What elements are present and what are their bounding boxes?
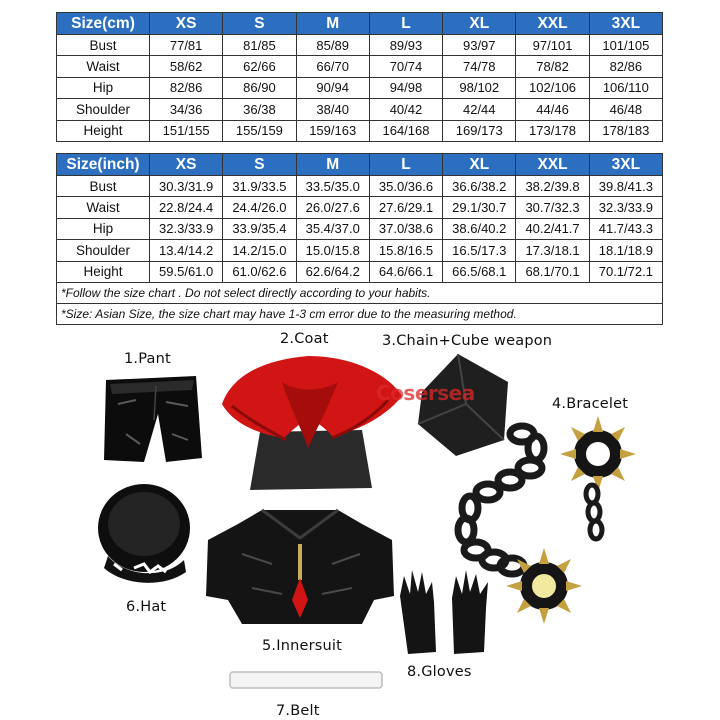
coat-image [212, 352, 408, 494]
header-cell: XS [150, 13, 223, 35]
table-cell: 169/173 [443, 120, 516, 141]
pant-image [96, 374, 206, 466]
header-cell: M [296, 154, 369, 176]
item-label-coat: 2.Coat [280, 331, 329, 347]
table-cell: 40.2/41.7 [516, 218, 589, 239]
table-cell: 38/40 [296, 99, 369, 120]
row-label: Height [57, 261, 150, 282]
item-label-hat: 6.Hat [126, 599, 167, 615]
table-cell: 64.6/66.1 [369, 261, 442, 282]
table-row [57, 99, 663, 120]
table-cell: 70/74 [369, 56, 442, 77]
header-cell: XL [443, 13, 516, 35]
table-cell: 77/81 [150, 35, 223, 56]
table-cell: 159/163 [296, 120, 369, 141]
row-label: Waist [57, 197, 150, 218]
table-cell: 46/48 [589, 99, 662, 120]
table-cell: 26.0/27.6 [296, 197, 369, 218]
item-label-bracelet: 4.Bracelet [552, 396, 629, 412]
header-cell: Size(inch) [57, 154, 150, 176]
table-cell: 30.3/31.9 [150, 176, 223, 197]
header-cell: XXL [516, 13, 589, 35]
table-cell: 178/183 [589, 120, 662, 141]
table-cell: 102/106 [516, 77, 589, 98]
row-label: Shoulder [57, 99, 150, 120]
table-cell: 86/90 [223, 77, 296, 98]
table-cell: 41.7/43.3 [589, 218, 662, 239]
table-cell: 68.1/70.1 [516, 261, 589, 282]
table-cell: 81/85 [223, 35, 296, 56]
table-cell: 74/78 [443, 56, 516, 77]
table-cell: 38.6/40.2 [443, 218, 516, 239]
header-cell: XXL [516, 154, 589, 176]
table-row [57, 240, 663, 261]
size-table-cm [56, 12, 663, 142]
table-cell: 62.6/64.2 [296, 261, 369, 282]
table-cell: 14.2/15.0 [223, 240, 296, 261]
table-cell: 39.8/41.3 [589, 176, 662, 197]
header-cell: L [369, 154, 442, 176]
table-header-row [57, 154, 663, 176]
table-row [57, 218, 663, 239]
table-cell: 36.6/38.2 [443, 176, 516, 197]
table-cell: 40/42 [369, 99, 442, 120]
table-row [57, 77, 663, 98]
table-cell: 94/98 [369, 77, 442, 98]
row-label: Hip [57, 77, 150, 98]
note-row [57, 282, 663, 303]
table-cell: 58/62 [150, 56, 223, 77]
table-cell: 27.6/29.1 [369, 197, 442, 218]
table-cell: 15.0/15.8 [296, 240, 369, 261]
item-label-chain: 3.Chain+Cube weapon [382, 333, 553, 349]
table-cell: 66/70 [296, 56, 369, 77]
item-label-pant: 1.Pant [124, 351, 171, 367]
note-row [57, 303, 663, 324]
size-note: *Size: Asian Size, the size chart may have 1-3 cm error due to the measuring method. [57, 303, 663, 324]
item-label-belt: 7.Belt [276, 703, 320, 719]
table-cell: 37.0/38.6 [369, 218, 442, 239]
table-cell: 62/66 [223, 56, 296, 77]
table-cell: 70.1/72.1 [589, 261, 662, 282]
header-cell: Size(cm) [57, 13, 150, 35]
row-label: Hip [57, 218, 150, 239]
row-label: Bust [57, 35, 150, 56]
table-row [57, 120, 663, 141]
table-row [57, 35, 663, 56]
table-cell: 38.2/39.8 [516, 176, 589, 197]
table-cell: 78/82 [516, 56, 589, 77]
item-label-gloves: 8.Gloves [407, 664, 472, 680]
table-row [57, 261, 663, 282]
row-label: Height [57, 120, 150, 141]
table-cell: 32.3/33.9 [589, 197, 662, 218]
table-cell: 30.7/32.3 [516, 197, 589, 218]
size-table-inch [56, 153, 663, 325]
item-label-innersuit: 5.Innersuit [262, 638, 343, 654]
header-cell: M [296, 13, 369, 35]
table-cell: 173/178 [516, 120, 589, 141]
header-cell: L [369, 13, 442, 35]
table-cell: 16.5/17.3 [443, 240, 516, 261]
table-cell: 31.9/33.5 [223, 176, 296, 197]
header-cell: S [223, 13, 296, 35]
table-cell: 35.0/36.6 [369, 176, 442, 197]
header-cell: 3XL [589, 13, 662, 35]
table-cell: 59.5/61.0 [150, 261, 223, 282]
row-label: Waist [57, 56, 150, 77]
table-cell: 34/36 [150, 99, 223, 120]
table-cell: 17.3/18.1 [516, 240, 589, 261]
header-cell: 3XL [589, 154, 662, 176]
table-row [57, 56, 663, 77]
table-cell: 98/102 [443, 77, 516, 98]
header-cell: S [223, 154, 296, 176]
table-row [57, 176, 663, 197]
table-cell: 82/86 [150, 77, 223, 98]
table-cell: 151/155 [150, 120, 223, 141]
table-cell: 33.5/35.0 [296, 176, 369, 197]
table-cell: 29.1/30.7 [443, 197, 516, 218]
table-cell: 32.3/33.9 [150, 218, 223, 239]
table-cell: 66.5/68.1 [443, 261, 516, 282]
table-cell: 35.4/37.0 [296, 218, 369, 239]
belt-image [226, 666, 386, 694]
table-cell: 22.8/24.4 [150, 197, 223, 218]
table-cell: 106/110 [589, 77, 662, 98]
table-cell: 101/105 [589, 35, 662, 56]
header-cell: XS [150, 154, 223, 176]
table-cell: 93/97 [443, 35, 516, 56]
table-cell: 155/159 [223, 120, 296, 141]
table-cell: 97/101 [516, 35, 589, 56]
table-cell: 36/38 [223, 99, 296, 120]
row-label: Shoulder [57, 240, 150, 261]
table-header-row [57, 13, 663, 35]
bracelet-image [558, 416, 642, 550]
watermark-logo: Cosersea [376, 381, 475, 405]
table-cell: 18.1/18.9 [589, 240, 662, 261]
table-cell: 89/93 [369, 35, 442, 56]
table-cell: 13.4/14.2 [150, 240, 223, 261]
header-cell: XL [443, 154, 516, 176]
table-cell: 61.0/62.6 [223, 261, 296, 282]
table-cell: 90/94 [296, 77, 369, 98]
size-note: *Follow the size chart . Do not select directly according to your habits. [57, 282, 663, 303]
row-label: Bust [57, 176, 150, 197]
table-cell: 33.9/35.4 [223, 218, 296, 239]
table-cell: 42/44 [443, 99, 516, 120]
table-cell: 15.8/16.5 [369, 240, 442, 261]
table-cell: 24.4/26.0 [223, 197, 296, 218]
table-cell: 164/168 [369, 120, 442, 141]
hat-image [94, 480, 194, 588]
table-cell: 44/46 [516, 99, 589, 120]
table-row [57, 197, 663, 218]
table-cell: 85/89 [296, 35, 369, 56]
gloves-image [394, 568, 504, 656]
innersuit-image [202, 504, 398, 628]
table-cell: 82/86 [589, 56, 662, 77]
